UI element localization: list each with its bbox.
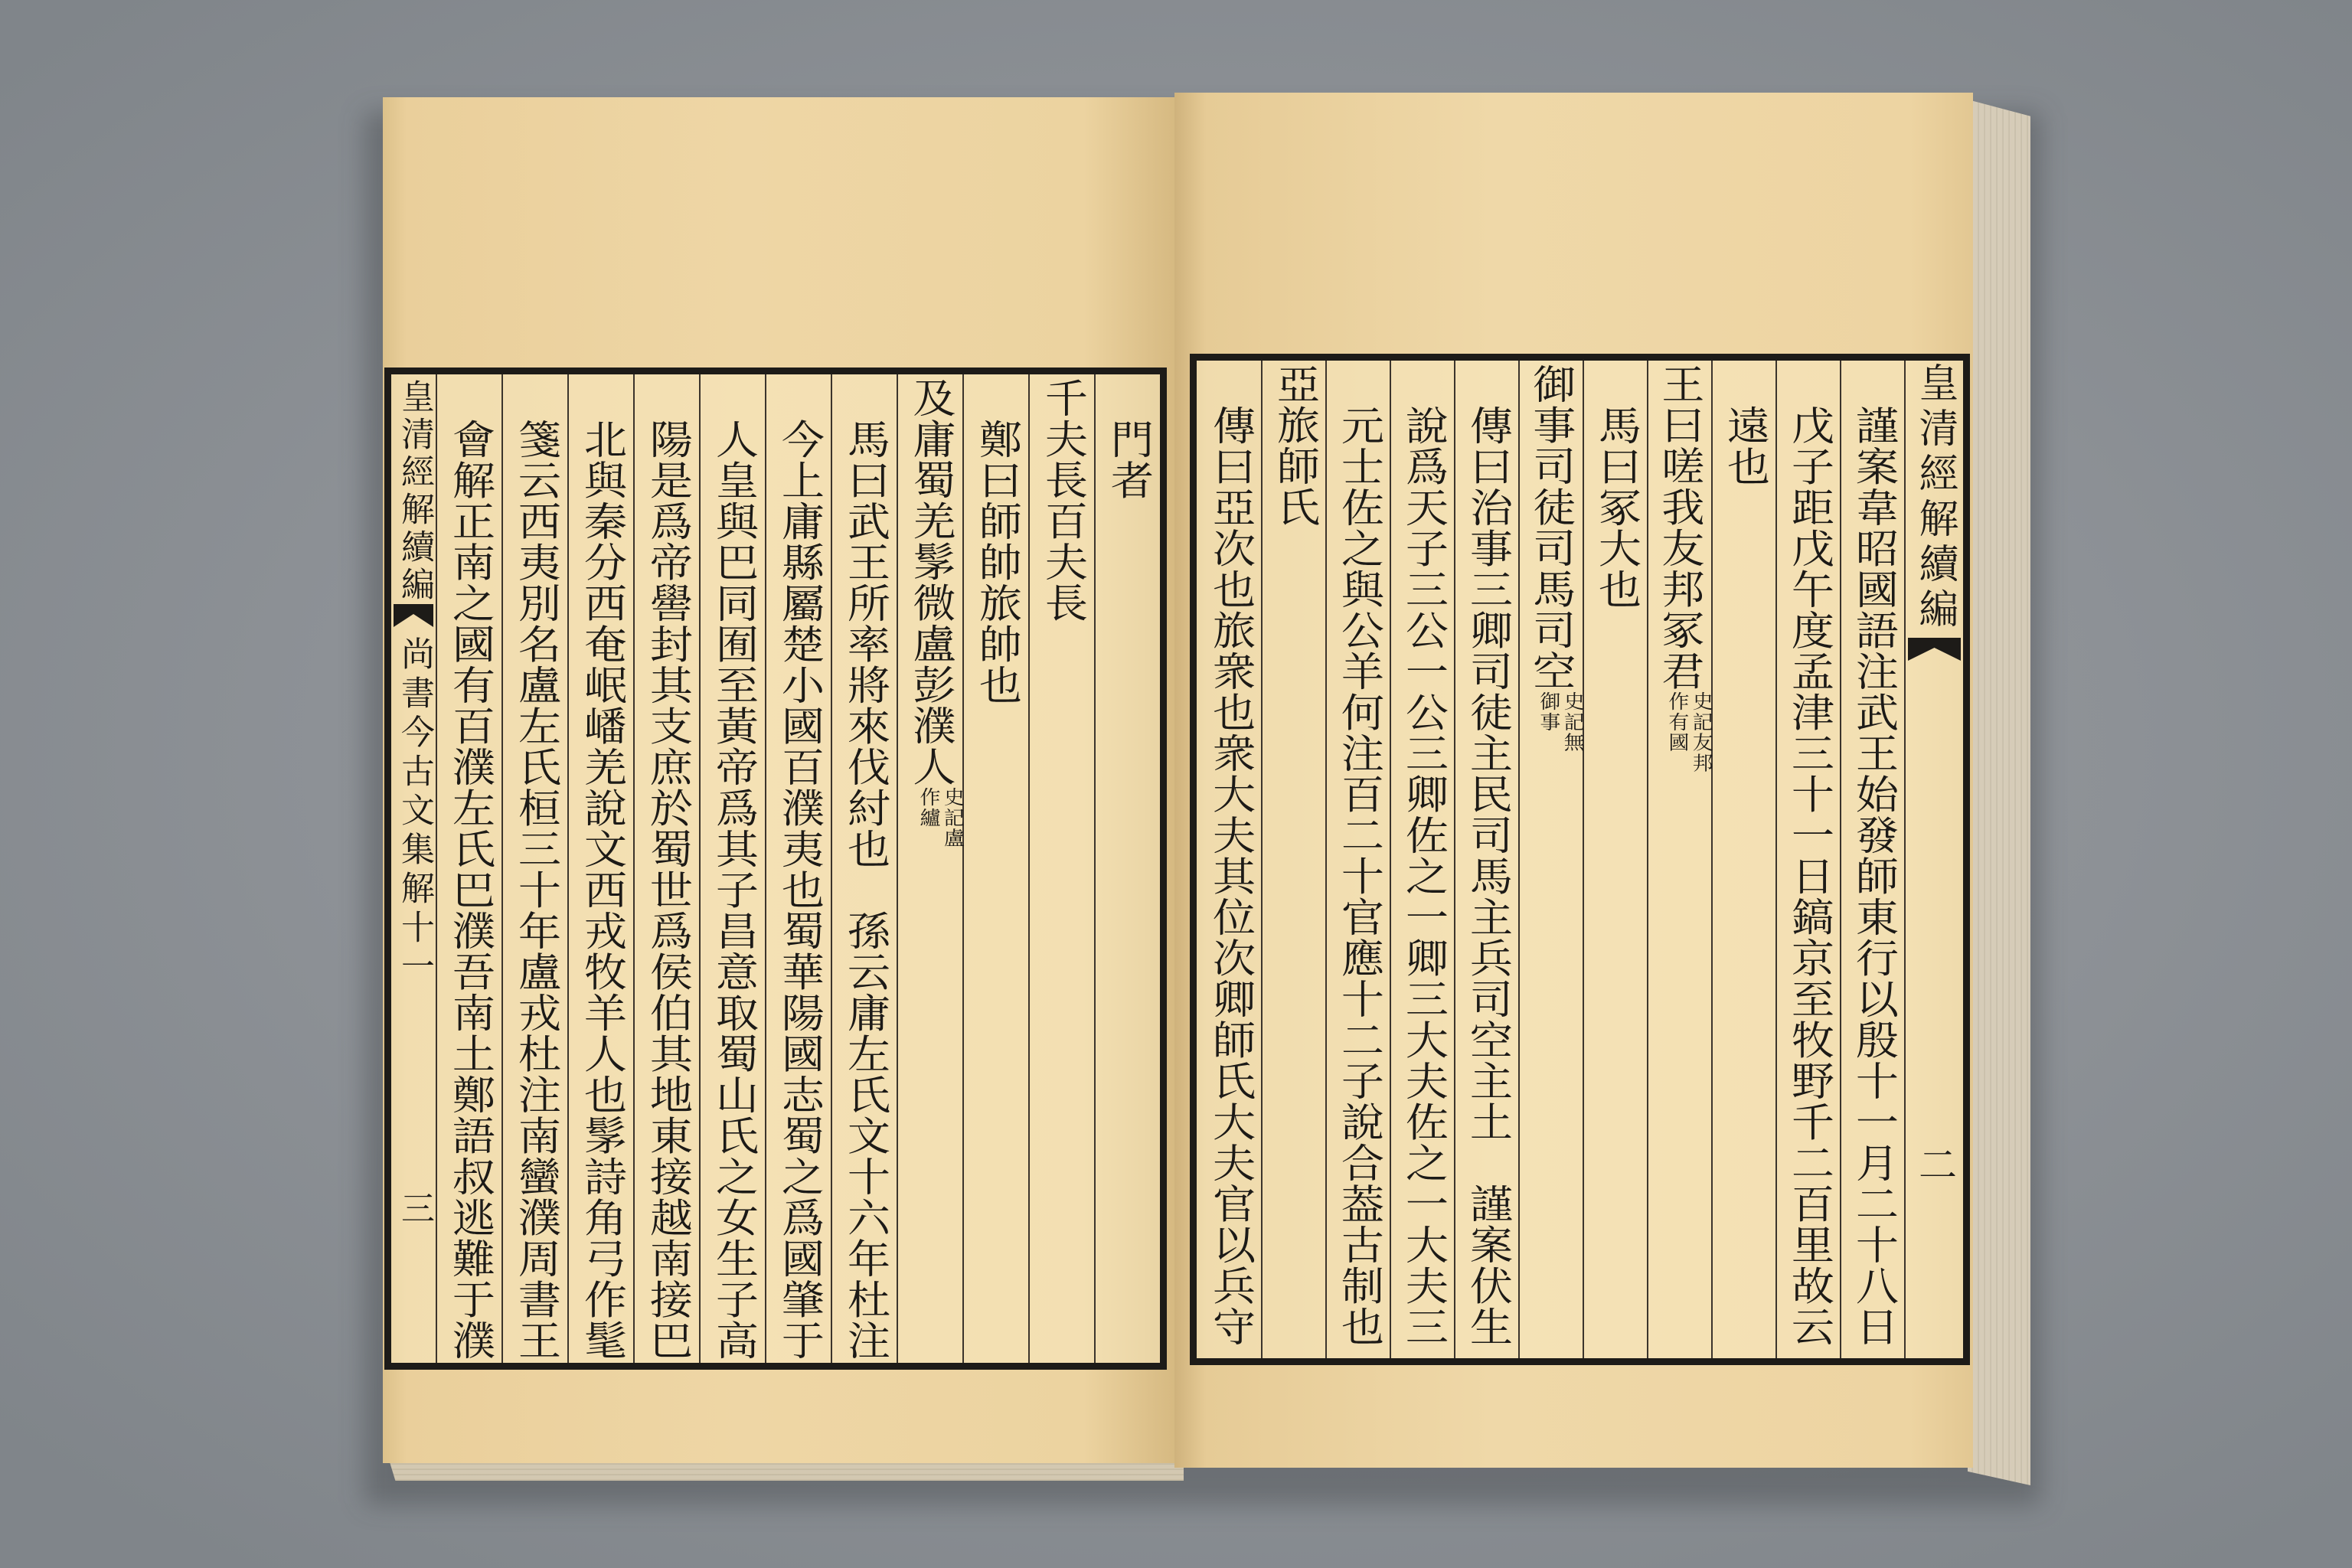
interlinear-note: 史記盧作纑 [916, 787, 965, 849]
column-body [1389, 405, 1457, 1359]
text-column [1518, 361, 1586, 1358]
text-column [1840, 361, 1904, 1358]
text-column [831, 374, 897, 1363]
text-column [897, 374, 965, 1363]
text-column [1197, 361, 1261, 1358]
column-text: 遠也 [1719, 404, 1769, 487]
column-text: 傳曰亞次也旅衆也衆大夫其位次卿師氏大夫官以兵守 [1204, 404, 1255, 1347]
banxin-folio-number: 三 [395, 1191, 434, 1224]
column-body [632, 419, 702, 1364]
column-text: 門者 [1102, 418, 1153, 501]
column-body [1260, 364, 1328, 1358]
column-body [1775, 405, 1843, 1359]
column-text: 千夫長百夫長 [1037, 377, 1087, 623]
text-column [567, 374, 633, 1363]
interlinear-note: 史記無御事 [1537, 691, 1586, 753]
text-column [1711, 361, 1775, 1358]
column-body [435, 419, 505, 1364]
column-text: 馬曰冢大也 [1590, 404, 1641, 609]
column-body [1093, 419, 1163, 1364]
column-text: 人皇與巴同囿至黃帝爲其子昌意取蜀山氏之女生子高 [707, 418, 758, 1361]
column-text: 箋云西夷別名盧左氏桓三十年盧戎杜注南蠻濮周書王 [510, 418, 560, 1361]
column-text: 說爲天子三公一公三卿佐之一卿三大夫佐之一大夫三 [1397, 404, 1448, 1347]
text-column [436, 374, 501, 1363]
text-column [1454, 361, 1518, 1358]
text-column [1390, 361, 1454, 1358]
column-text: 傳曰治事三卿司徒主民司馬主兵司空主土 謹案伏生 [1462, 404, 1512, 1347]
column-text: 戊子距戊午度孟津三十一日鎬京至牧野千二百里故云 [1783, 404, 1834, 1347]
column-body [1646, 364, 1714, 1358]
text-column [1028, 374, 1094, 1363]
text-column [1094, 374, 1160, 1363]
fish-tail-mark [1908, 638, 1961, 661]
text-column [765, 374, 831, 1363]
left-page [383, 97, 1179, 1463]
text-column [1325, 361, 1390, 1358]
column-body [1710, 405, 1779, 1359]
column-text: 元士佐之與公羊何注百二十官應十二子說合葢古制也 [1333, 404, 1383, 1347]
text-column [1647, 361, 1714, 1358]
column-text: 鄭曰師帥旅帥也 [971, 418, 1021, 705]
right-page-banxin [1904, 361, 1963, 1358]
text-column [501, 374, 567, 1363]
column-body [1582, 405, 1650, 1359]
banxin-chapter-title: 尚書今古文集解十一 [395, 636, 434, 988]
page-edge-stack-right [1968, 100, 2030, 1485]
column-text: 馬曰武王所率將來伐紂也 孫云庸左氏文十六年杜注 [839, 418, 890, 1361]
column-body [764, 419, 834, 1364]
column-body [1194, 405, 1264, 1359]
column-body [1453, 405, 1521, 1359]
text-column [1775, 361, 1840, 1358]
interlinear-note: 史記友邦作有國 [1665, 691, 1714, 773]
column-text: 北與秦分西奄岷嶓羌說文西戎牧羊人也髳詩角弓作髦 [576, 418, 626, 1361]
column-body [962, 419, 1031, 1364]
column-text: 御事司徒司馬司空 [1524, 364, 1575, 691]
left-page-frame [384, 368, 1167, 1370]
fish-tail-mark [394, 604, 433, 627]
column-grid [1197, 361, 1963, 1358]
text-column [962, 374, 1028, 1363]
column-body [1027, 377, 1097, 1363]
banxin-folio-number: 二 [1913, 1145, 1957, 1183]
column-text: 謹案韋昭國語注武王始發師東行以殷十一月二十八日 [1847, 404, 1898, 1347]
column-body [501, 419, 570, 1364]
text-column [1261, 361, 1325, 1358]
column-body [1517, 364, 1586, 1358]
column-body [1839, 405, 1907, 1359]
column-body [830, 419, 900, 1364]
column-body [896, 377, 965, 1363]
column-body [1325, 405, 1393, 1359]
column-body [698, 419, 768, 1364]
column-text: 王曰嗟我友邦冢君 [1653, 364, 1704, 691]
banxin-book-title: 皇清經解續編 [1912, 362, 1958, 633]
column-grid [391, 374, 1160, 1363]
right-page-frame [1190, 354, 1970, 1365]
column-text: 及庸蜀羌髳微盧彭濮人 [905, 377, 955, 787]
right-page [1174, 93, 1973, 1468]
column-text: 會解正南之國有百濮左氏巴濮吾南土鄭語叔逃難于濮 [444, 418, 495, 1361]
column-text: 陽是爲帝嚳封其支庶於蜀世爲侯伯其地東接越南接巴 [642, 418, 692, 1361]
column-text: 亞旅師氏 [1269, 364, 1319, 528]
text-column [633, 374, 699, 1363]
text-column [699, 374, 765, 1363]
text-column [1583, 361, 1647, 1358]
column-text: 今上庸縣屬楚小國百濮夷也蜀華陽國志蜀之爲國肇于 [773, 418, 824, 1361]
banxin-book-title: 皇清經解續編 [395, 379, 434, 604]
column-body [567, 419, 636, 1364]
left-page-banxin [391, 374, 436, 1363]
